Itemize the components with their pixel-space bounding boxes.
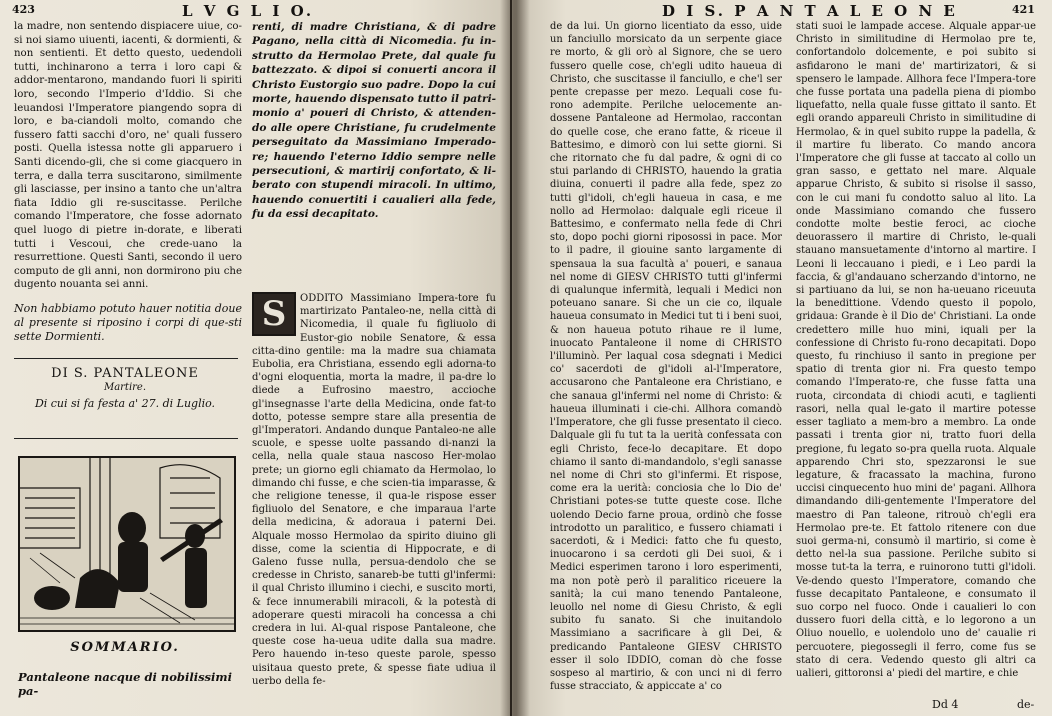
woodcut-illustration: [20, 458, 234, 630]
sommario-start: Pantaleone nacque di nobilissimi pa-: [18, 670, 232, 698]
book-gutter: [500, 0, 530, 716]
right-column-2: stati suoi le lampade accese. Alquale appar-ue Christo in similitudine di Hermolao pre te, confortandolo dolcemente, e poi subito si asfidarono le mani de' martirizatori, & si spensero le lampade. Allhora fece l'Impera-tore che fusse portata una padella piena di piombo liquefatto, nella quale fusse gittato il santo. Et egli orando appareuli Christo in similitudine di Hermolao, & in quel subito ruppe la padella, & il martire fu liberato. Co mando ancora l'Imperatore che gli fusse at taccato al collo un gran sasso, e gettato nel mare. Alquale apparue Christo, & subito si risolse il sasso, con le cui mani fu condotto saluo al lito. La onde Massimiano comando che fussero condotte molte bestie feroci, ac cioche deuorassero il martire di Christo, le-quali stauano mansuetamente d'intorno al martire. I Leoni li leccauano i piedi, e i Leo pardi la faccia, & gl'andauano scherzando d'intorno, ne si partiuano da lui, se non ha-ueuano riceuuta la benedittione. Vdendo questo il popolo, gridaua: Grande è il Dio de' Christiani. La onde credettero mille huo mini, iquali per la confessione di Christo fu-rono decapitati. Dopo questo, fu rinchiuso il santo in pregione per spatio di trenta gior ni. Fra questo tempo comando l'Imperato-re, che fusse fatta una ruota, circondata di chiodi acuti, e taglienti rasori, nella qual le-gato il martire potesse esser tagliato a mem-bro a membro. La onde passati i trenta gior ni, tratto fuori della pregione, fu legato so-pra quella ruota. Alquale apparendo Chri sto, spezzaronsi le sue legature, & fracassato la machina, furono uccisi cinquecento huo mini de' pagani. Allhora dimandando dili-gentemente l'Imperatore del maestro di Pan taleone, ritrouò ch'egli era Hermolao pre-te. Et fattolo ritenere con due suoi germa-ni, consumò il martirio, si come è detto nel-la sua passione. Perilche subito si mosse tut-ta la terra, e ruinorono tutti gl'idoli. Ve-dendo questo l'Imperatore, comando che fusse decapitato Pantaleone, e consumato il suo corpo nel fuoco. Onde i caualieri lo con dussero fuori della città, e lo legorono a un Oliuo nouello, e uolendolo uno de' caualie ri percuotere, piegossegli il ferro, come fus se stato di cera. Vedendo questo gli altri ca ualieri, gittoronsi a' piedi del martire, e chie: [796, 21, 1036, 679]
left-page-number: 423: [12, 3, 35, 16]
pantaleone-life-text: ODDITO Massimiano Impera-tore fu martirizato Pantaleo-ne, nella città di Nicomedia, il quale fu figliuolo di Eustor-gio nobile Senatore, & essa citta-dino gentile: ma la madre sua chiamata Eubolia, era Christiana, essendo egli adorna-to d'ogni eloquentia, morta la madre, il pa-dre lo diede a Eufrosino maestro, accioche gl'insegnasse l'arte della Medicina, onde fat-to dotto, potesse sempre stare alla presentia de gl'Imperatori. Andando dunque Pantaleo-ne alle scuole, e spesse uolte passando di-nanzi la cella, nella quale staua nascoso Her-molao prete; un giorno egli chiamato da Hermolao, lo dimando chi fusse, e che scien-tia imparasse, & che religione tenesse, il qua-le rispose esser figliuolo del Senatore, e che imparaua l'arte della medicina, & adoraua i paterni Dei. Alquale mosso Hermolao da spirito diuino gli disse, come la scientia di Hippocrate, e di Galeno fusse nulla, persua-dendolo che se credesse in Christo, sanareb-be tutti gl'infermi: il qual Christo illumino i ciechi, e suscito morti, & fece innumerabili miracoli, & la potestà di adoperare questi miracoli ha concessa a chi credera in lui. Al-qual rispose Pantaleone, che queste cose ha-ueua udite dalla sua madre. Pero hauendo in-teso queste parole, spesso uisitaua questo prete, & spesse fiate udiua il uerbo della fe-: [252, 293, 496, 687]
drop-cap: S: [252, 292, 296, 336]
left-column-1: [14, 20, 242, 344]
section-subtitle: Martire.: [103, 382, 147, 393]
right-column-1: de da lui. Un giorno licentiato da esso, uide un fanciullo morsicato da un serpente giace re morto, & gli orò al Signore, che se uero fussero quelle cose, ch'egli udito haueua di Christo, che suscitasse il fanciullo, e che'l ser pente crepasse per mezo. Lequali cose fu-rono adempite. Perilche uelocemente an-dossene Pantaleone ad Hermolao, raccontan do quelle cose, che erano fatte, & riceue il Battesimo, e dimorò con lui sette giorni. Si che ritornato che fu dal padre, & ogni di co stui parlando di CHRISTO, hauendo la gratia diuina, conuerti il padre alla fede, spez zo tutti gl'idoli, ch'egli haueua in casa, e me nollo ad Hermolao: dalquale egli riceue il Battesimo, e confermato nella fede di Chri sto, dopo pochi giorni riposossi in pace. Mor to il padre, il giouine santo largamente di spensaua la sua facultà a' poueri, e sanaua nel nome di GIESV CHRISTO tutti gl'infermi di qualunque infermità, lequali i Medici non poteuano sanare. Si che un cie co, ilquale haueua consumato in Medici tut ti i beni suoi, & non haueua potuto rihaue re il lume, inuocato Pantaleone il nome di CHRISTO l'illuminò. Per laqual cosa sdegnati i Medici co' sacerdoti de gl'idoli al-l'Imperatore, accusarono che Pantaleone era Christiano, e che sanaua gl'infermi nel nome di Christo: & haueua illuminati i cie-chi. Allhora comandò l'Imperatore, che gli fusse presentato il cieco. Dalquale gli fu tut ta la uerità confessata con egli Christo, fece-lo decapitare. Et dopo chiamo il santo di-mandandolo, s'egli sanasse nel nome di Chri sto gl'infermi. Et rispose, come era la uerità: conciosia che lo Dio de' Christiani potes-se tutte queste cose. Ilche uolendo Decio farne proua, ordinò che fosse introdotto un paralitico, e fussero chiamati i sacerdoti, & i Medici: fatto che fu questo, inuocarono i sa cerdoti gli Dei suoi, & i Medici esperimen tarono i loro esperimenti, ma non potè però il paralitico riceuere la sanità; la cui mano tenendo Pantaleone, leuollo nel nome di Giesu Christo, & egli subito fu sanato. Si che inuitandolo Massimiano a sacrificare à gli Dei, & predicando Pantaleone GIESV CHRISTO esser il solo IDDIO, coman dò che fosse sospeso al martirio, & con unci ni di ferro fusse stracciato, & appiccate a' co: [550, 21, 782, 693]
italic-summary: renti, di madre Christiana, & di padre Pagano, nella città di Nicomedia. fu in-strutto da Hermolao Prete, dal quale fu battezzato. & dipoi si conuerti ancora il Christo Eustorgio suo padre. Dopo la cui morte, hauendo dispensato tutto il patri-monio a' poueri di Christo, & attenden-do alle opere Christiane, fu crudelmente perseguitato da Massimiano Imperado-re; hauendo l'eterno Iddio sempre nelle persecutioni, & martirij confortato, & li-berato con stupendi miracoli. In ultimo, hauendo conuertiti i caualieri alla fede, fu da essi decapitato.: [252, 21, 496, 221]
section-rule-bottom: [14, 438, 238, 439]
martyrdom-woodcut: [18, 456, 236, 632]
catchword: de-: [1017, 698, 1035, 711]
left-column-2-body: [252, 292, 496, 688]
left-page: [0, 0, 510, 716]
section-title: DI S. PANTALEONE: [51, 366, 199, 381]
sommario-label: SOMMARIO.: [70, 640, 180, 655]
section-rule-top: [14, 358, 238, 359]
italic-note: Non habbiamo potuto hauer notitia doue al presente si riposino i corpi di que-sti sette Dormienti.: [14, 301, 242, 343]
seven-sleepers-ending: la madre, non sentendo dispiacere uiue, co-si noi siamo uiuenti, iacenti, & dormienti, & non sentienti. Et detto questo, uedendoli tutti, inchinarono a terra i loro capi & addor-mentarono, mandando fuori li spiriti loro, secondo l'Imperio d'Iddio. Si che leuandosi l'Imperatore piangendo sopra di loro, e ba-ciandoli molto, comando che fussero fatti sacchi d'oro, ne' quali fussero posti. Quella istessa notte gli apparuero i Santi dicendo-gli, che si come giacquero in terra, e dalla terra suscitarono, similmente gli lasciasse, per insino a tanto che un'altra fiata Iddio gli re-suscitasse. Perilche comando l'Imperatore, che fosse adornato quel luogo di pietre in-dorate, e liberati tutti i Vescoui, che crede-uano la resurrettione. Questi Santi, secondo il uero computo de gli anni, non dormirono piu che dugento nouanta sei anni.: [14, 21, 242, 291]
right-page: [512, 0, 1052, 716]
left-running-head: L V G L I O.: [182, 2, 315, 20]
right-page-number: 421: [1012, 3, 1035, 16]
signature-mark: Dd 4: [932, 698, 959, 711]
right-running-head: D I S. P A N T A L E O N E: [662, 2, 958, 20]
section-heading: [14, 366, 236, 410]
feast-line: Di cui si fa festa a' 27. di Luglio.: [34, 397, 216, 410]
